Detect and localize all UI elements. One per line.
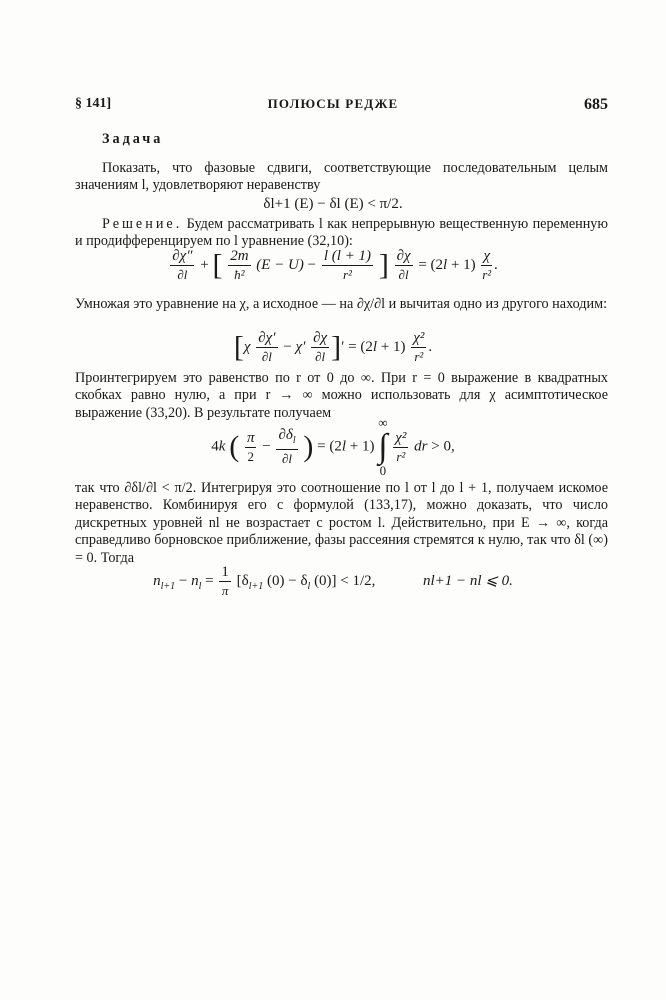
solution-paragraph-2: Умножая это уравнение на χ, а исходное — на ∂χ/∂l и вычитая одно из другого находим: <box>75 296 608 312</box>
frac-2m-hbar2: $\frac{2m}{\text{ħ²}}$ <box>230 248 249 282</box>
inequality-statement <box>0 196 666 213</box>
equation-32-10-derivative: $\frac{\partial\chi''}{\partial l}$ + [ $\frac{2m}{\text{ħ²}}$ (E − U) − $\frac{l (l + 1)}{\text{r²}}$ ] $\frac{\partial\chi}{\partial l}$ = (2l + 1) $\frac{\chi}{\text{r²}}$ . <box>172 248 498 282</box>
equation-level-count: $n_{l+1} - n_l$ = $\frac{1}{\pi}$ [$\delta_{l+1}$ $(0) - \delta_l$ (0)] < 1/2, nl+1 − nl ⩽ 0. <box>153 564 513 598</box>
inequality-text: δl+1 (E) − δl (E) < π/2. <box>263 196 403 212</box>
solution-paragraph-3: Проинтегрируем это равенство по r от 0 до ∞. При r = 0 выражение в квадратных скобках равно нулю, а при r → ∞ можно использовать для χ асимптотическое выражение (33,20). В результате получаем <box>75 370 608 421</box>
frac-dchi1-dl: $\frac{\partial\chi'}{\partial l}$ <box>258 330 276 364</box>
task-statement: Показать, что фазовые сдвиги, соответствующие последовательным целым значениям l, удовлетворяют неравенству <box>75 160 608 194</box>
task-heading: Задача <box>102 131 164 147</box>
frac-l-l1-r2: $\frac{l (l + 1)}{\text{r²}}$ <box>323 248 372 282</box>
integral-sign: ∞ ∫ 0 <box>378 415 388 478</box>
frac-pi-2: $\frac{\pi}{2}$ <box>246 429 255 464</box>
equation-4b-text: nl+1 − nl ⩽ 0. <box>422 572 513 589</box>
frac-chi-r2: $\frac{\chi}{\text{r²}}$ <box>482 248 492 282</box>
page-number: 685 <box>584 96 608 113</box>
solution-paragraph-4: так что ∂δl/∂l < π/2. Интегрируя это соотношение по l от l до l + 1, получаем искомое неравенство. Комбинируя его с формулой (133,17), можно доказать, что число дискретных уровней nl не возрастает с ростом l. Действительно, при E → ∞, когда справедливо борновское приближение, фазы рассеяния стремятся к нулю, так что δl (∞) = 0. Тогда <box>75 480 608 566</box>
solution-paragraph-1 <box>75 216 608 251</box>
frac-ddelta-dl: $\frac{\partial\delta_l}{\partial l}$ <box>278 427 296 466</box>
equation-integral: 4k ( $\frac{\pi}{2}$ − $\frac{\partial\delta_l}{\partial l}$ ) = (2l + 1) ∞ ∫ 0 $\frac{\text{χ²}}{\text{r²}}$ dr > 0, <box>211 415 455 478</box>
solution-text-1: Будем рассматривать l как непрерывную вещественную переменную и продифференцируем по l уравнение (32,10): <box>75 216 608 250</box>
solution-label: Решение. <box>102 216 183 232</box>
frac-chi2-r2: $\frac{\text{χ²}}{\text{r²}}$ <box>413 330 425 364</box>
frac-1-pi: $\frac{1}{\pi}$ <box>221 564 229 598</box>
equation-wronskian: [χ $\frac{\partial\chi'}{\partial l}$ − χ′ $\frac{\partial\chi}{\partial l}$ ]′ = (2l + 1) $\frac{\text{χ²}}{\text{r²}}$ . <box>233 330 433 364</box>
section-number: § 141] <box>75 96 112 111</box>
frac-dchi-dl: $\frac{\partial\chi}{\partial l}$ <box>396 248 411 282</box>
frac-chi2-r2-int: $\frac{\text{χ²}}{\text{r²}}$ <box>395 429 407 464</box>
running-title: ПОЛЮСЫ РЕДЖЕ <box>267 96 399 111</box>
frac-dchi-dl-2: $\frac{\partial\chi}{\partial l}$ <box>313 330 328 364</box>
frac-dchi2-dl: $\frac{\partial\chi''}{\partial l}$ <box>172 248 193 282</box>
